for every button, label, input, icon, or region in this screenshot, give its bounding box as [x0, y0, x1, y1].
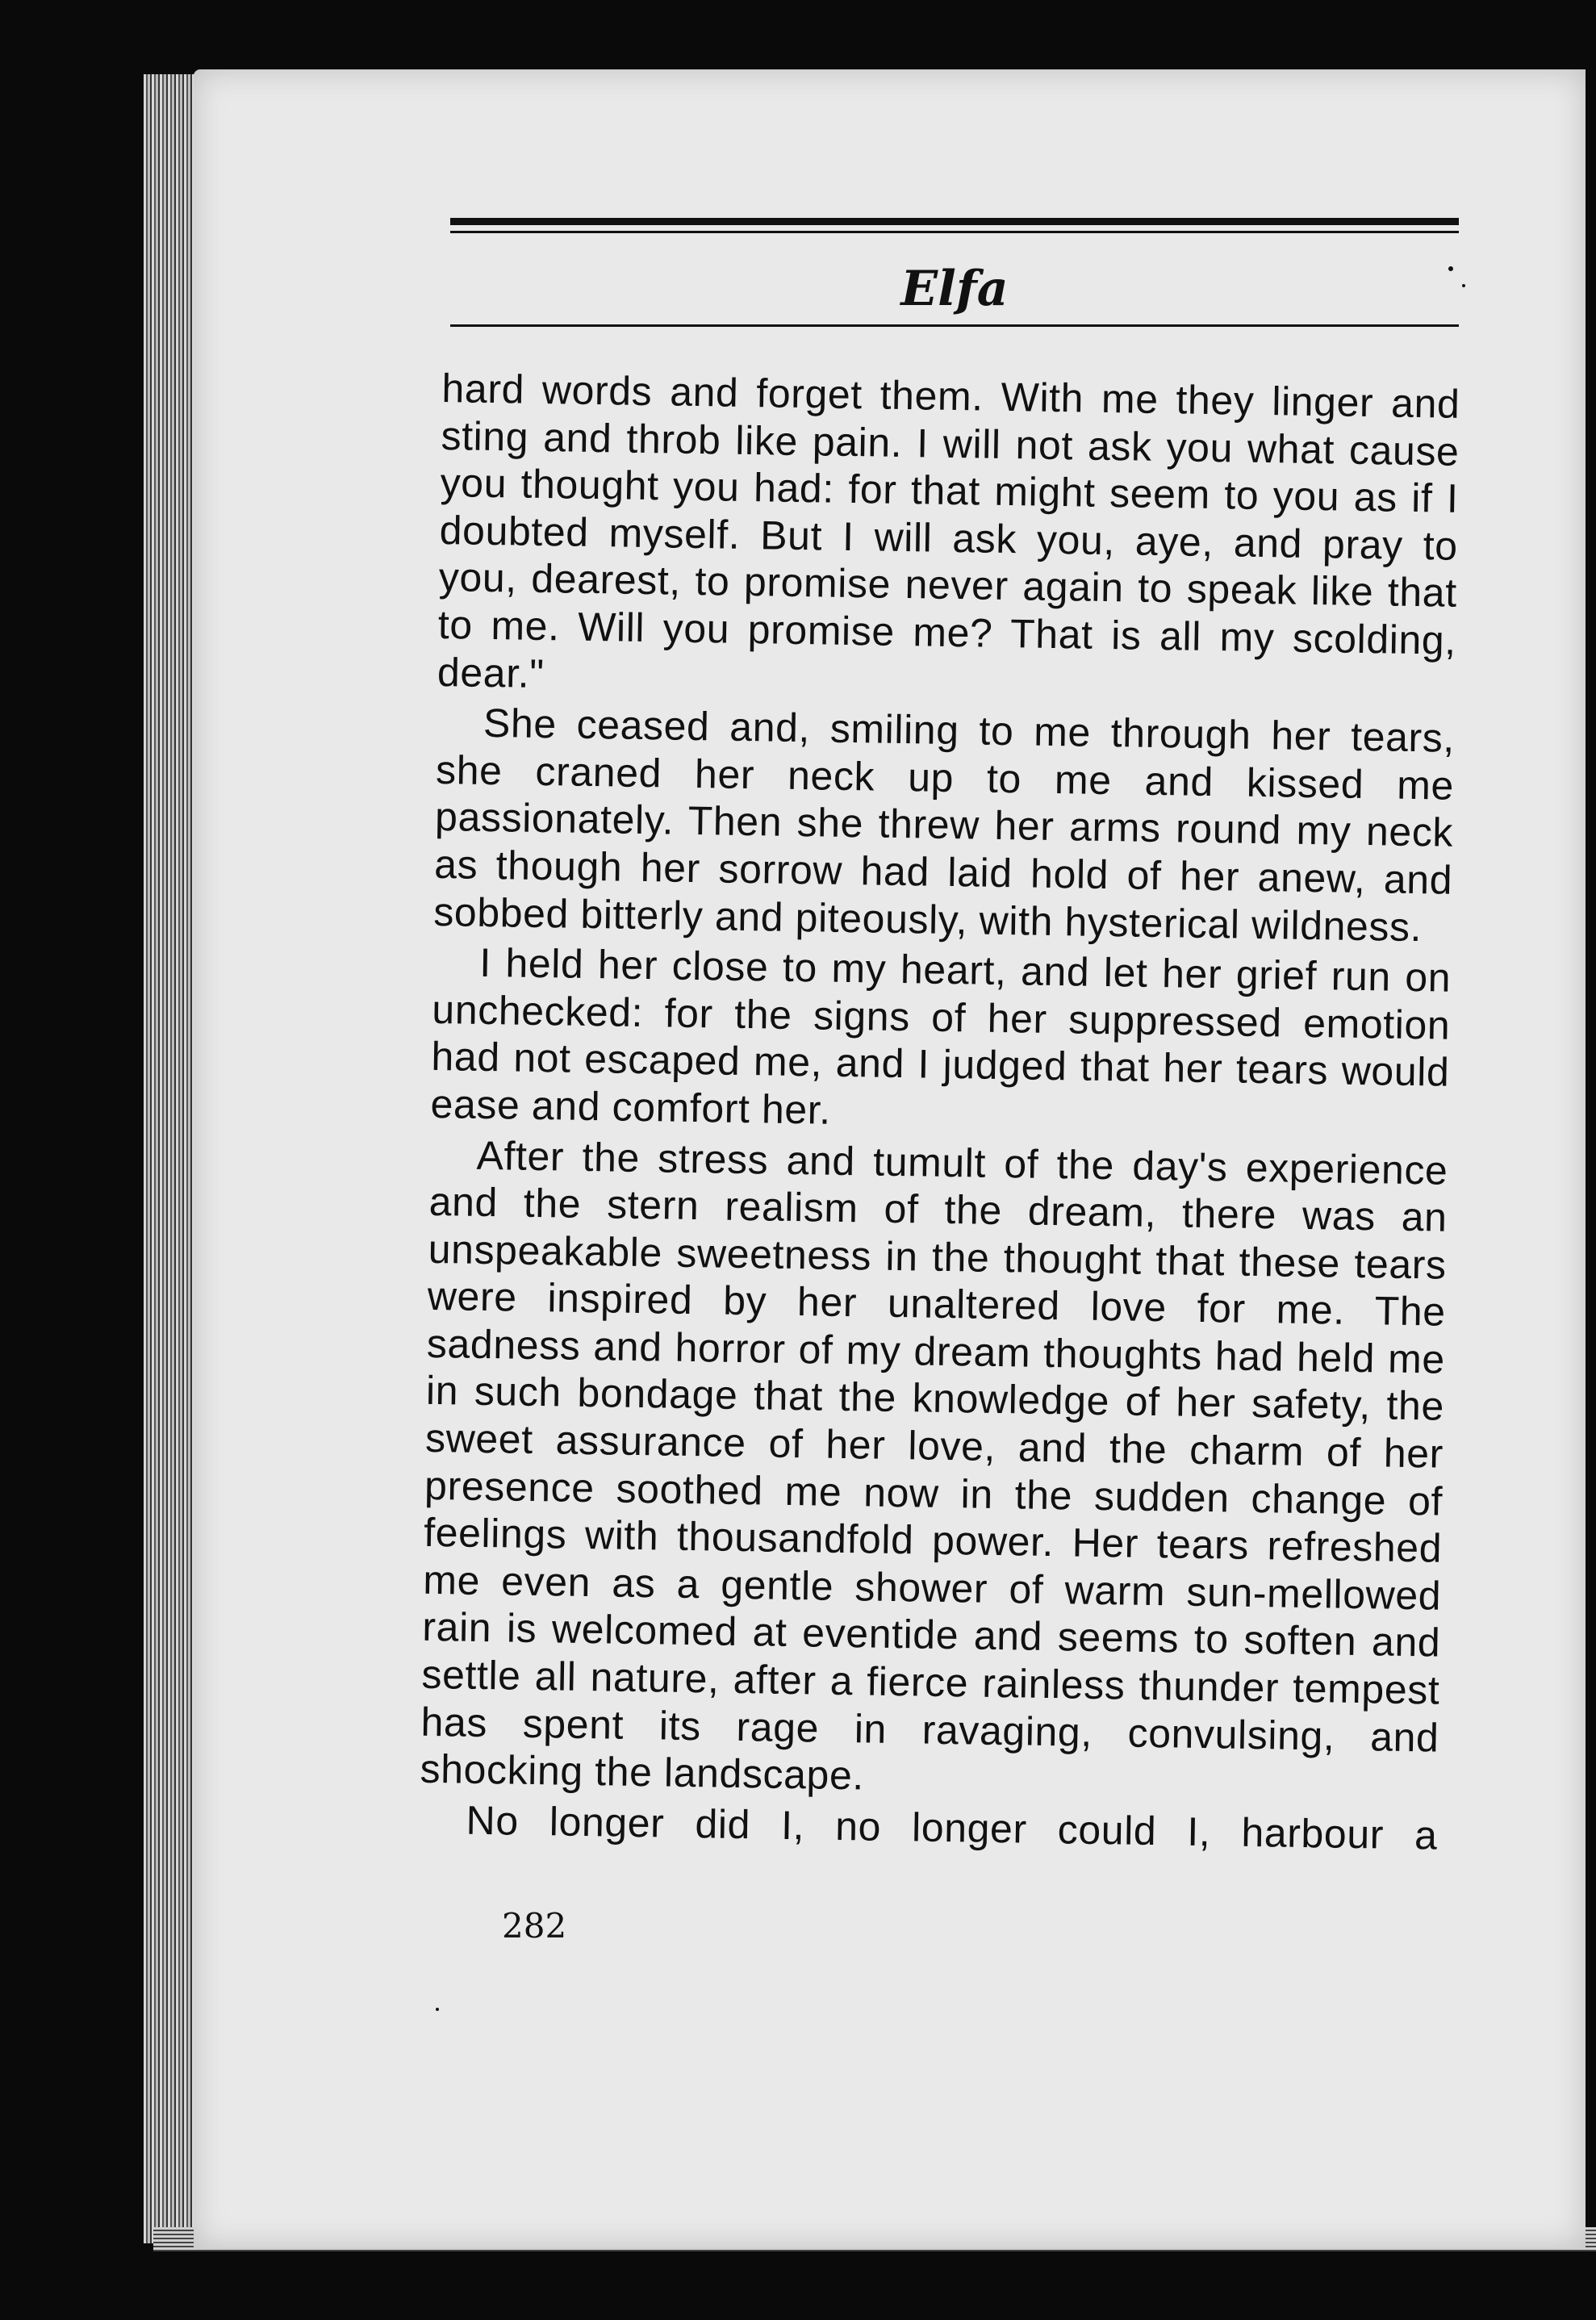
- body-text: [419, 365, 1460, 1859]
- header-rule-thick: [450, 218, 1459, 225]
- scan-speck: [436, 2008, 439, 2011]
- paragraph-3: I held her close to my heart, and let her grief run on unchecked: for the signs of her suppressed emotion had not escaped me, and I judged that her tears would ease and comfort her.: [430, 939, 1452, 1133]
- running-head: Elfa: [900, 261, 1009, 317]
- paragraph-4: After the stress and tumult of the day's experience and the stern realism of the dream, there was an unspeakable sweetness in the thought that these tears were inspired by her unaltered love for me. The sadness and horror of my dream thoughts had held me in such bondage that the knowledge of her safety, the sweet assurance of her love, and the charm of her presence soothed me now in the sudden change of feelings with thousandfold power. Her tears refreshed me even as a gentle shower of warm sun-mellowed rain is welcomed at eventide and seems to soften and settle all nature, after a fierce rainless thunder tempest has spent its rage in ravaging, convulsing, and shocking the landscape.: [420, 1132, 1448, 1799]
- page-number: 282: [502, 1906, 567, 1946]
- header-rule-thin: [450, 231, 1459, 233]
- paragraph-2: She ceased and, smiling to me through her tears, she craned her neck up to me and kissed me passionately. Then she threw her arms round my neck as though her sorrow had laid hold of her anew, and sobbed bitterly and piteously, with hysterical wildness.: [432, 700, 1456, 950]
- scan-speck: [1448, 266, 1453, 271]
- book-page-edges: [144, 74, 200, 2243]
- paragraph-1: hard words and forget them. With me they linger and sting and throb like pain. I will not ask you what cause you thought you had: for that might seem to you as if I doubted myself. But I will ask you, aye, and pray to you, dearest, to promise never again to speak like that to me. Will you promise me? That is all my scolding, dear.": [437, 365, 1460, 696]
- header-rule-bottom: [450, 324, 1459, 327]
- scan-speck: [1462, 284, 1465, 287]
- paragraph-5: No longer did I, no longer could I, harbour a: [466, 1797, 1438, 1858]
